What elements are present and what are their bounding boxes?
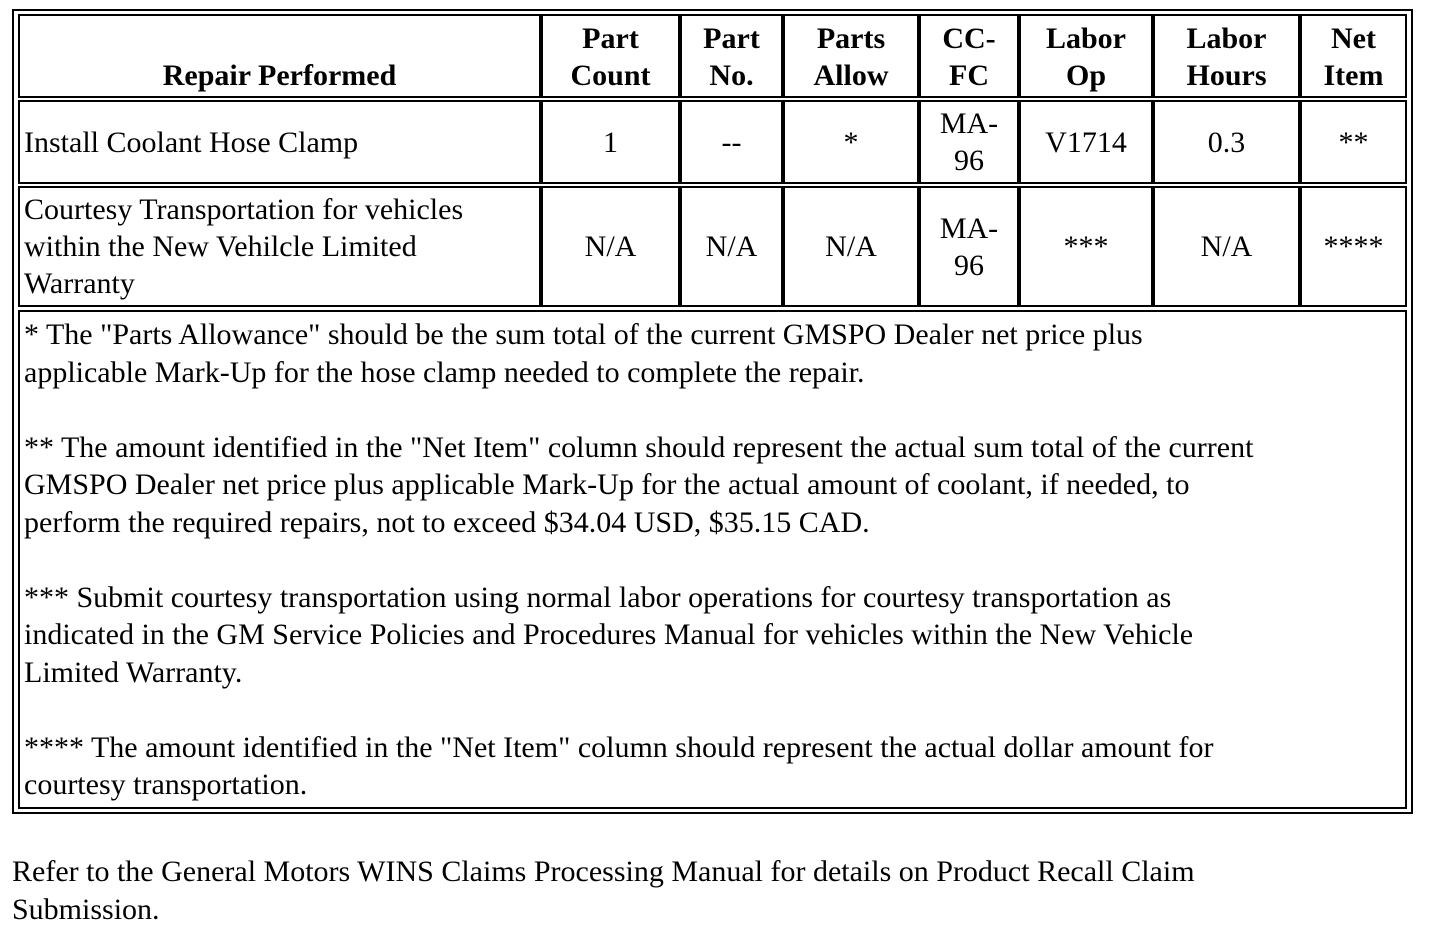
- cell-text: **: [1338, 125, 1369, 159]
- note-net-item-coolant: [24, 429, 1405, 542]
- footer-reference: [12, 853, 1412, 928]
- cell-text: N/A: [705, 230, 758, 263]
- header-text: Hours: [1186, 59, 1267, 92]
- cell-text: 96: [954, 248, 984, 282]
- cell-text: --: [721, 125, 742, 159]
- header-text: Repair Performed: [162, 59, 397, 92]
- header-labor-op: [1019, 14, 1153, 98]
- note-line: applicable Mark-Up for the hose clamp needed to complete the repair.: [24, 355, 865, 389]
- note-courtesy-transportation: [24, 579, 1405, 692]
- cell-text: V1714: [1045, 125, 1127, 159]
- header-repair-performed: [18, 14, 541, 98]
- header-text: Part: [582, 22, 639, 55]
- cell-text: N/A: [584, 230, 637, 263]
- cell-text: MA-: [939, 211, 999, 245]
- table-row-1-repair: [18, 100, 541, 184]
- note-line: perform the required repairs, not to exceed $34.04 USD, $35.15 CAD.: [24, 505, 870, 539]
- note-line: ** The amount identified in the "Net Item" column should represent the actual sum total of the current: [24, 430, 1254, 464]
- cell-text: ****: [1323, 230, 1384, 263]
- table-row-1-labor-hours: [1153, 100, 1300, 184]
- header-text: Allow: [813, 59, 889, 92]
- header-text: Count: [570, 59, 651, 92]
- cell-text: within the New Vehilcle Limited: [24, 230, 417, 263]
- table-row-2-labor-op: [1019, 186, 1153, 307]
- table-row-1-labor-op: [1019, 100, 1153, 184]
- table-row-1-cc-fc: [919, 100, 1019, 184]
- header-text: Labor: [1186, 22, 1267, 55]
- note-line: * The "Parts Allowance" should be the sum total of the current GMSPO Dealer net price plus: [24, 318, 1143, 351]
- header-text: CC-: [942, 22, 996, 55]
- table-row-1-part-no: [680, 100, 783, 184]
- table-row-2-cc-fc: [919, 186, 1019, 307]
- table-row-2-repair: [18, 186, 541, 307]
- header-parts-allow: [783, 14, 919, 98]
- cell-text: Install Coolant Hose Clamp: [24, 125, 359, 159]
- header-text: Op: [1065, 59, 1107, 92]
- header-text: Parts: [816, 22, 886, 55]
- header-labor-hours: [1153, 14, 1300, 98]
- cell-text: Courtesy Transportation for vehicles: [24, 193, 464, 226]
- table-row-2-part-count: [541, 186, 680, 307]
- cell-text: 96: [954, 144, 984, 177]
- cell-text: N/A: [825, 230, 877, 263]
- note-line: **** The amount identified in the "Net Item" column should represent the actual dollar amount for: [24, 730, 1214, 764]
- footer-line: Submission.: [12, 892, 160, 926]
- header-text: Item: [1323, 59, 1384, 92]
- cell-text: 1: [603, 125, 618, 159]
- footer-line: Refer to the General Motors WINS Claims Processing Manual for details on Product Recall Claim: [12, 855, 1195, 888]
- table-row-1-part-count: [541, 100, 680, 184]
- table-row-2-net-item: [1300, 186, 1407, 307]
- note-line: indicated in the GM Service Policies and Procedures Manual for vehicles within the New Vehicle: [24, 618, 1194, 651]
- header-text: Part: [703, 22, 760, 55]
- header-cc-fc: [919, 14, 1019, 98]
- header-part-no: [680, 14, 783, 98]
- header-text: FC: [949, 59, 989, 92]
- cell-text: ***: [1063, 230, 1109, 263]
- header-part-count: [541, 14, 680, 98]
- cell-text: N/A: [1200, 230, 1253, 263]
- cell-text: MA-: [939, 107, 999, 140]
- cell-text: 0.3: [1207, 125, 1246, 159]
- note-line: GMSPO Dealer net price plus applicable Mark-Up for the actual amount of coolant, if needed, to: [24, 468, 1190, 501]
- table-row-2-labor-hours: [1153, 186, 1300, 307]
- note-line: courtesy transportation.: [24, 768, 308, 801]
- cell-text: Warranty: [24, 267, 135, 300]
- header-text: No.: [709, 59, 754, 92]
- table-row-1-net-item: [1300, 100, 1407, 184]
- cell-text: *: [843, 125, 859, 159]
- note-net-item-transportation: [24, 729, 1405, 804]
- header-net-item: [1300, 14, 1407, 98]
- table-row-1-parts-allow: [783, 100, 919, 184]
- table-row-2-part-no: [680, 186, 783, 307]
- header-text: Net: [1331, 22, 1376, 55]
- header-text: Labor: [1045, 22, 1126, 55]
- table-notes: [18, 310, 1407, 809]
- note-parts-allowance: [24, 316, 1405, 391]
- note-line: *** Submit courtesy transportation using normal labor operations for courtesy transportation as: [24, 580, 1172, 614]
- note-line: Limited Warranty.: [24, 655, 243, 689]
- table-row-2-parts-allow: [783, 186, 919, 307]
